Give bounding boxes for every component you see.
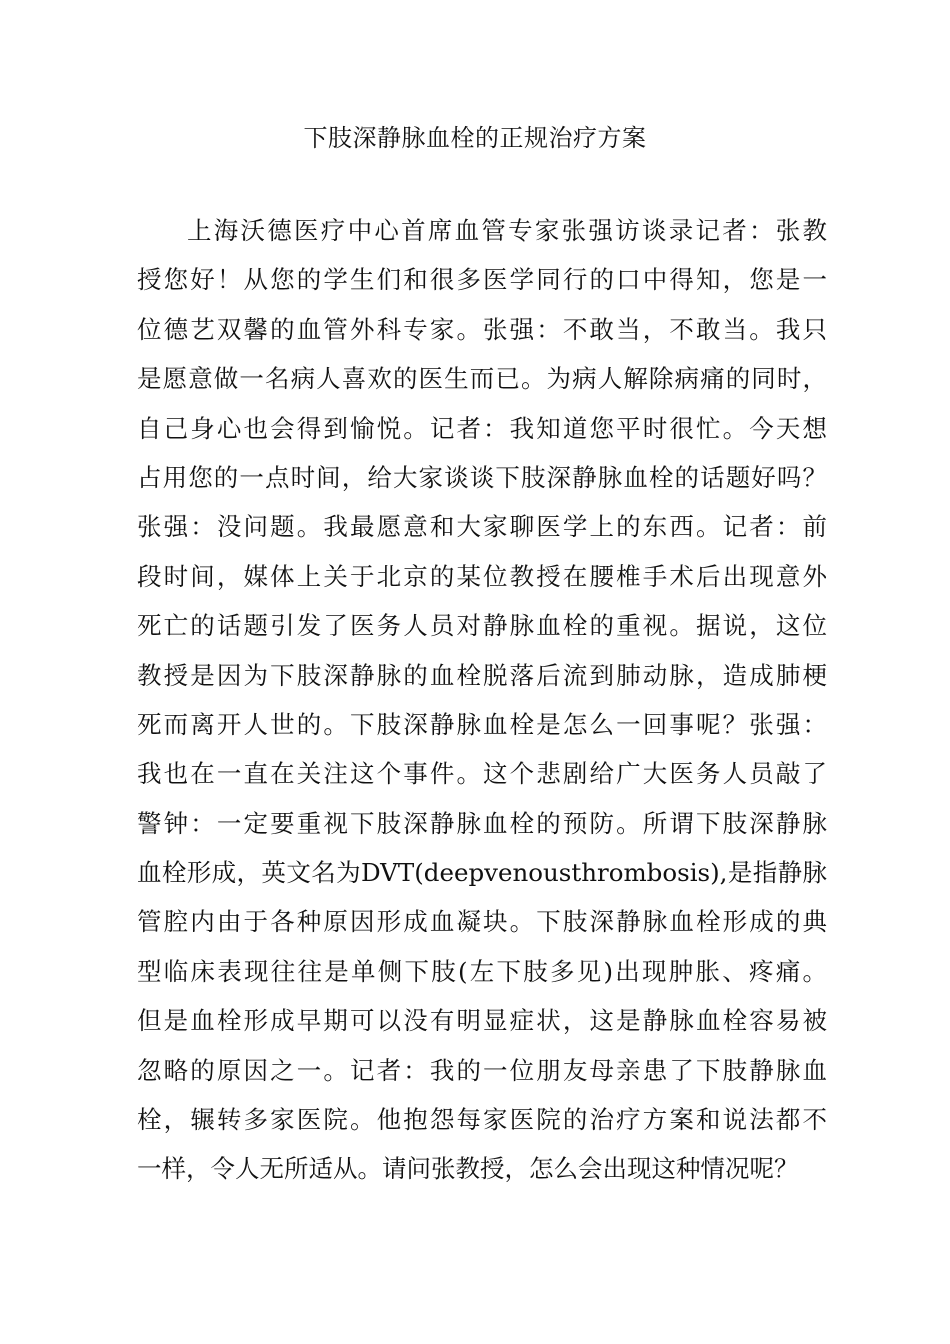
body-line: 我也在一直在关注这个事件。这个悲剧给广大医务人员敲了 [137,759,827,789]
body-line: 位德艺双馨的血管外科专家。张强：不敢当，不敢当。我只 [137,314,827,344]
body-line: 管腔内由于各种原因形成血凝块。下肢深静脉血栓形成的典 [137,907,827,937]
body-line: 死亡的话题引发了医务人员对静脉血栓的重视。据说，这位 [137,611,827,641]
body-line: 授您好！从您的学生们和很多医学同行的口中得知，您是一 [137,265,827,295]
body-line: 忽略的原因之一。记者：我的一位朋友母亲患了下肢静脉血 [137,1055,827,1085]
body-line: 一样，令人无所适从。请问张教授，怎么会出现这种情况呢？ [137,1154,799,1184]
body-line: 警钟：一定要重视下肢深静脉血栓的预防。所谓下肢深静脉 [137,808,827,838]
body-line: 型临床表现往往是单侧下肢(左下肢多见)出现肿胀、疼痛。 [137,956,827,986]
body-line: 栓，辗转多家医院。他抱怨每家医院的治疗方案和说法都不 [137,1105,827,1135]
body-line: 教授是因为下肢深静脉的血栓脱落后流到肺动脉，造成肺梗 [137,660,827,690]
body-line: 血栓形成，英文名为DVT(deepvenousthrombosis),是指静脉 [137,858,827,888]
body-line: 上海沃德医疗中心首席血管专家张强访谈录记者：张教 [187,216,827,245]
body-line: 是愿意做一名病人喜欢的医生而已。为病人解除病痛的同时， [137,364,827,394]
body-line: 但是血栓形成早期可以没有明显症状，这是静脉血栓容易被 [137,1006,827,1036]
body-line: 自己身心也会得到愉悦。记者：我知道您平时很忙。今天想 [137,413,827,443]
body-line: 占用您的一点时间，给大家谈谈下肢深静脉血栓的话题好吗？ [137,462,827,492]
document-title: 下肢深静脉血栓的正规治疗方案 [303,124,647,152]
body-line: 张强：没问题。我最愿意和大家聊医学上的东西。记者：前 [137,512,827,542]
body-line: 段时间，媒体上关于北京的某位教授在腰椎手术后出现意外 [137,561,827,591]
body-line: 死而离开人世的。下肢深静脉血栓是怎么一回事呢？张强： [137,709,827,739]
document-body [137,206,827,1194]
